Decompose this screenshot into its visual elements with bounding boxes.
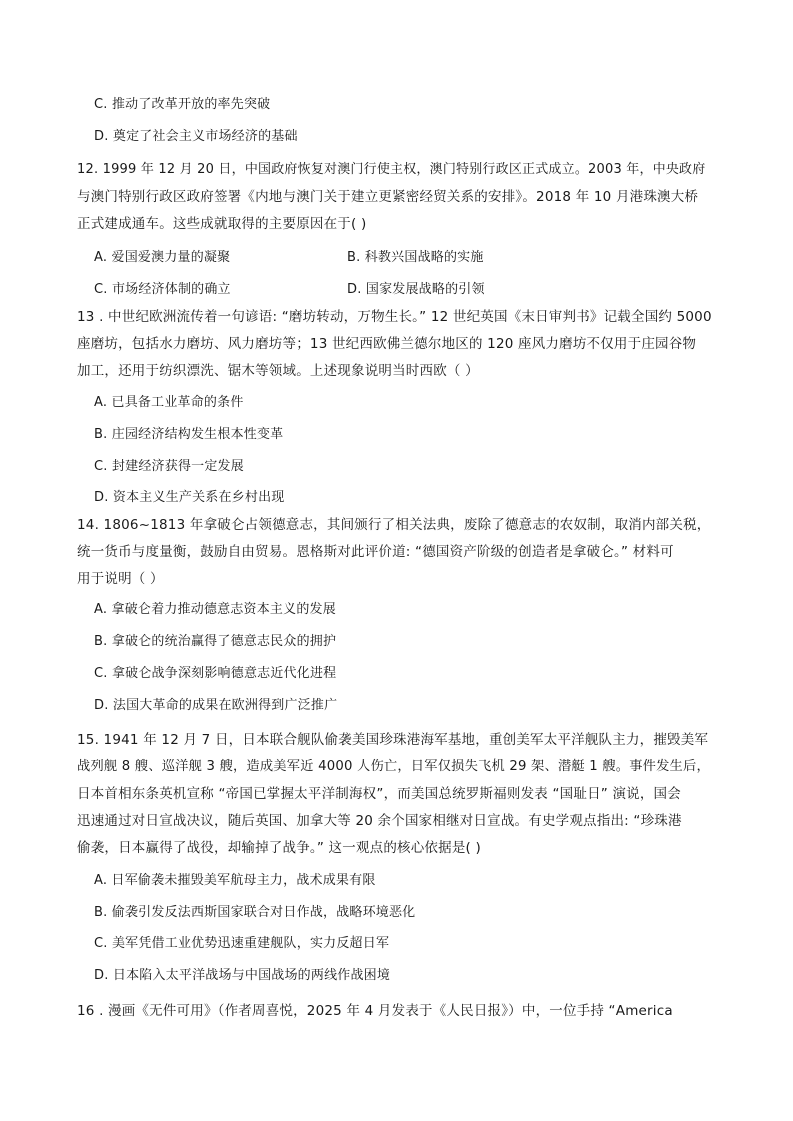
q12-option-a: A. 爱国爱澳力量的凝聚 [94,250,231,265]
q11-option-c: C. 推动了改革开放的率先突破 [94,97,271,112]
q11-option-d: D. 奠定了社会主义市场经济的基础 [94,129,298,144]
q13-option-c: C. 封建经济获得一定发展 [94,459,244,474]
q15-stem-line-5: 偷袭，日本赢得了战役，却输掉了战争。” 这一观点的核心依据是( ) [77,840,481,856]
q15-option-b: B. 偷袭引发反法西斯国家联合对日作战，战略环境恶化 [94,905,416,920]
q13-option-b: B. 庄园经济结构发生根本性变革 [94,427,284,442]
q15-option-c: C. 美军凭借工业优势迅速重建舰队，实力反超日军 [94,936,390,951]
q16-stem-line-1: 16 . 漫画《无件可用》（作者周喜悦，2025 年 4 月发表于《人民日报》）中，一位手持 “America [77,1003,673,1019]
q12-option-c: C. 市场经济体制的确立 [94,282,231,297]
q14-option-a: A. 拿破仑着力推动德意志资本主义的发展 [94,602,336,617]
q15-stem-line-2: 战列舰 8 艘、巡洋舰 3 艘，造成美军近 4000 人伤亡，日军仅损失飞机 29 架、潜艇 1 艘。事件发生后， [77,759,710,774]
q13-stem-line-1: 13 . 中世纪欧洲流传着一句谚语: “磨坊转动，万物生长。” 12 世纪英国《末日审判书》记载全国约 5000 [77,309,712,325]
q14-option-b: B. 拿破仑的统治赢得了德意志民众的拥护 [94,634,337,649]
q12-option-d: D. 国家发展战略的引领 [347,282,485,297]
q14-option-c: C. 拿破仑战争深刻影响德意志近代化进程 [94,666,337,681]
q13-stem-line-2: 座磨坊，包括水力磨坊、风力磨坊等；13 世纪西欧佛兰德尔地区的 120 座风力磨坊不仅用于庄园谷物 [77,336,697,352]
q15-option-a: A. 日军偷袭未摧毁美军航母主力，战术成果有限 [94,873,376,888]
q15-stem-line-3: 日本首相东条英机宣称 “帝国已掌握太平洋制海权”，而美国总统罗斯福则发表 “国耻日” 演说，国会 [77,786,681,802]
q13-option-a: A. 已具备工业革命的条件 [94,395,244,410]
q12-option-b: B. 科教兴国战略的实施 [347,250,484,265]
q12-stem-line-2: 与澳门特别行政区政府签署《内地与澳门关于建立更紧密经贸关系的安排》。2018 年 10 月港珠澳大桥 [77,189,699,205]
q12-stem-line-1: 12. 1999 年 12 月 20 日，中国政府恢复对澳门行使主权，澳门特别行政区正式成立。2003 年，中央政府 [77,162,706,177]
q15-stem-line-4: 迅速通过对日宣战决议，随后英国、加拿大等 20 余个国家相继对日宣战。有史学观点指出: “珍珠港 [77,813,682,829]
q15-option-d: D. 日本陷入太平洋战场与中国战场的两线作战困境 [94,968,391,983]
q15-stem-line-1: 15. 1941 年 12 月 7 日，日本联合舰队偷袭美国珍珠港海军基地，重创美军太平洋舰队主力，摧毁美军 [77,732,709,748]
q14-stem-line-2: 统一货币与度量衡，鼓励自由贸易。恩格斯对此评价道: “德国资产阶级的创造者是拿破仑。” 材料可 [77,544,674,560]
q14-stem-line-1: 14. 1806~1813 年拿破仑占领德意志，其间颁行了相关法典，废除了德意志的农奴制，取消内部关税， [77,517,711,533]
q14-option-d: D. 法国大革命的成果在欧洲得到广泛推广 [94,698,338,713]
q13-option-d: D. 资本主义生产关系在乡村出现 [94,490,285,505]
q14-stem-line-3: 用于说明（ ） [77,571,164,587]
q12-stem-line-3: 正式建成通车。这些成就取得的主要原因在于( ) [77,216,367,232]
q13-stem-line-3: 加工，还用于纺织漂洗、锯木等领域。上述现象说明当时西欧（ ） [77,363,479,379]
